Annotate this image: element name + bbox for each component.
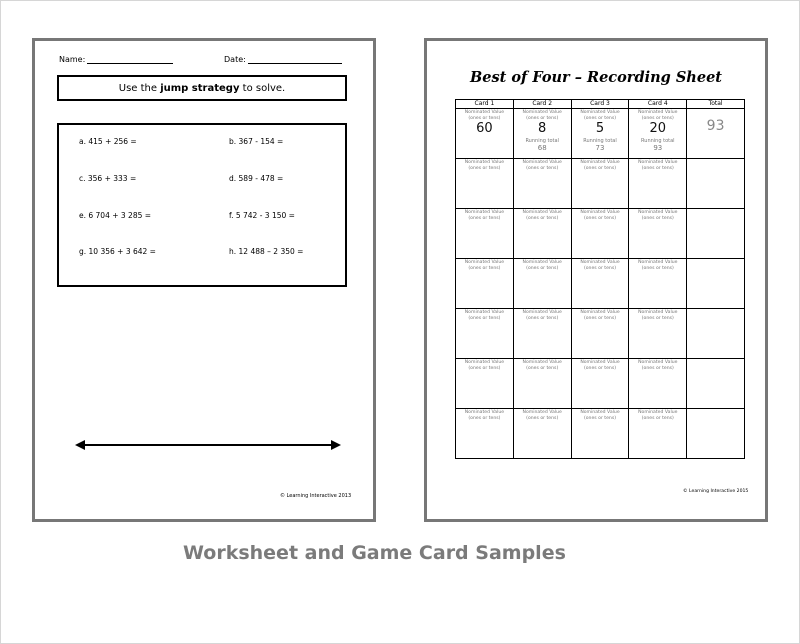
table-row [456,309,745,359]
table-cell [456,159,514,209]
nominated-value-sublabel: (ones or tens) [468,266,501,271]
nominated-value-sublabel: (ones or tens) [526,316,559,321]
table-cell-total [687,409,745,459]
table-row [456,409,745,459]
nominated-value-sublabel: (ones or tens) [468,366,501,371]
table-row [456,209,745,259]
nominated-value-label: Nominated Value [580,160,620,165]
nominated-value-sublabel: (ones or tens) [468,166,501,171]
nominated-value-sublabel: (ones or tens) [641,116,674,121]
nominated-value-label: Nominated Value [580,210,620,215]
card-value: 8 [538,121,547,136]
running-total-value: 93 [653,144,663,152]
instruction-box [57,75,347,101]
table-row [456,259,745,309]
table-cell [513,109,571,159]
nominated-value-label: Nominated Value [580,260,620,265]
nominated-value-sublabel: (ones or tens) [526,366,559,371]
nominated-value-sublabel: (ones or tens) [468,116,501,121]
nominated-value-sublabel: (ones or tens) [583,366,617,371]
recording-sheet-title: Best of Four – Recording Sheet [469,69,722,86]
problem-g: g. 10 356 + 3 642 = [79,247,156,256]
name-field [59,55,173,64]
header-total: Total [687,100,745,109]
table-cell-total [687,159,745,209]
table-cell [629,409,687,459]
problem-c: c. 356 + 333 = [79,174,137,183]
nominated-value-sublabel: (ones or tens) [641,266,674,271]
nominated-value-sublabel: (ones or tens) [526,416,559,421]
nominated-value-sublabel: (ones or tens) [641,316,674,321]
date-label: Date: [224,55,246,64]
nominated-value-label: Nominated Value [638,210,678,215]
table-cell [456,309,514,359]
nominated-value-sublabel: (ones or tens) [526,216,559,221]
running-total-value: 73 [595,144,605,152]
table-cell-total [687,309,745,359]
table-cell-total [687,209,745,259]
table-cell [571,309,629,359]
table-cell [513,309,571,359]
nominated-value-sublabel: (ones or tens) [583,416,617,421]
table-row [456,359,745,409]
problems-box [57,123,347,287]
nominated-value-label: Nominated Value [638,410,678,415]
nominated-value-sublabel: (ones or tens) [641,166,674,171]
recording-sheet-page [424,38,768,522]
nominated-value-label: Nominated Value [638,110,678,115]
table-cell [513,409,571,459]
nominated-value-sublabel: (ones or tens) [526,116,559,121]
total-value: 93 [706,118,725,134]
running-total-label: Running total [525,138,559,144]
nominated-value-sublabel: (ones or tens) [468,216,501,221]
worksheet-copyright: © Learning Interactive 2013 [280,493,352,499]
table-cell-total [687,259,745,309]
table-cell [629,159,687,209]
problem-f: f. 5 742 - 3 150 = [229,211,295,220]
nominated-value-sublabel: (ones or tens) [641,366,674,371]
nominated-value-label: Nominated Value [522,160,562,165]
problem-d: d. 589 - 478 = [229,174,284,183]
nominated-value-label: Nominated Value [580,110,620,115]
nominated-value-sublabel: (ones or tens) [641,216,674,221]
nominated-value-label: Nominated Value [464,310,505,315]
table-cell [629,359,687,409]
problem-b: b. 367 - 154 = [229,137,284,146]
nominated-value-label: Nominated Value [522,110,562,115]
nominated-value-sublabel: (ones or tens) [583,266,617,271]
date-field [224,55,342,64]
worksheet-page [32,38,376,522]
nominated-value-sublabel: (ones or tens) [526,266,559,271]
table-cell [629,109,687,159]
running-total-value: 68 [537,144,547,152]
caption: Worksheet and Game Card Samples [183,542,566,564]
nominated-value-sublabel: (ones or tens) [526,166,559,171]
header-card-2: Card 2 [513,100,571,109]
table-cell [456,109,514,159]
table-cell [571,109,629,159]
nominated-value-label: Nominated Value [464,260,505,265]
problem-a: a. 415 + 256 = [79,137,137,146]
table-cell [513,259,571,309]
table-cell [629,209,687,259]
table-cell-total [687,109,745,159]
card-value: 20 [649,121,667,136]
table-cell-total [687,359,745,409]
table-row [456,159,745,209]
nominated-value-label: Nominated Value [464,160,505,165]
nominated-value-sublabel: (ones or tens) [468,416,501,421]
nominated-value-label: Nominated Value [638,310,678,315]
table-cell [571,259,629,309]
table-cell [571,409,629,459]
nominated-value-label: Nominated Value [638,360,678,365]
number-line-arrow-icon [75,438,341,452]
instruction-text-pre: Use the [118,82,161,94]
problem-h: h. 12 488 – 2 350 = [229,247,304,256]
table-cell [629,309,687,359]
nominated-value-label: Nominated Value [638,260,678,265]
nominated-value-sublabel: (ones or tens) [641,416,674,421]
nominated-value-label: Nominated Value [522,210,562,215]
nominated-value-sublabel: (ones or tens) [583,216,617,221]
nominated-value-label: Nominated Value [464,210,505,215]
running-total-label: Running total [641,138,675,144]
header-card-4: Card 4 [629,100,687,109]
table-cell [513,209,571,259]
header-card-1: Card 1 [456,100,514,109]
instruction-text-bold: jump strategy [160,82,240,94]
table-cell [513,359,571,409]
table-cell [571,209,629,259]
instruction-text-post: to solve. [239,82,286,94]
nominated-value-label: Nominated Value [580,360,620,365]
table-cell [571,359,629,409]
table-cell [456,409,514,459]
nominated-value-sublabel: (ones or tens) [468,316,501,321]
date-blank-line [248,63,342,64]
nominated-value-label: Nominated Value [580,410,620,415]
nominated-value-label: Nominated Value [464,410,505,415]
table-row [456,109,745,159]
table-cell [629,259,687,309]
table-cell [456,209,514,259]
table-header-row [456,100,745,109]
recording-sheet-copyright: © Learning Interactive 2015 [683,489,749,494]
card-value: 60 [476,121,493,136]
table-cell [571,159,629,209]
table-cell [513,159,571,209]
nominated-value-label: Nominated Value [522,260,562,265]
nominated-value-label: Nominated Value [464,360,505,365]
recording-table [455,99,745,459]
nominated-value-label: Nominated Value [522,310,562,315]
nominated-value-label: Nominated Value [638,160,678,165]
table-cell [456,359,514,409]
card-value: 5 [595,121,605,136]
name-label: Name: [59,55,86,64]
nominated-value-sublabel: (ones or tens) [583,166,617,171]
running-total-label: Running total [583,138,617,144]
nominated-value-label: Nominated Value [522,410,562,415]
nominated-value-label: Nominated Value [522,360,562,365]
table-cell [456,259,514,309]
nominated-value-label: Nominated Value [464,110,505,115]
problem-e: e. 6 704 + 3 285 = [79,211,152,220]
name-blank-line [87,63,173,64]
nominated-value-sublabel: (ones or tens) [583,316,617,321]
nominated-value-sublabel: (ones or tens) [583,116,617,121]
header-card-3: Card 3 [571,100,629,109]
nominated-value-label: Nominated Value [580,310,620,315]
